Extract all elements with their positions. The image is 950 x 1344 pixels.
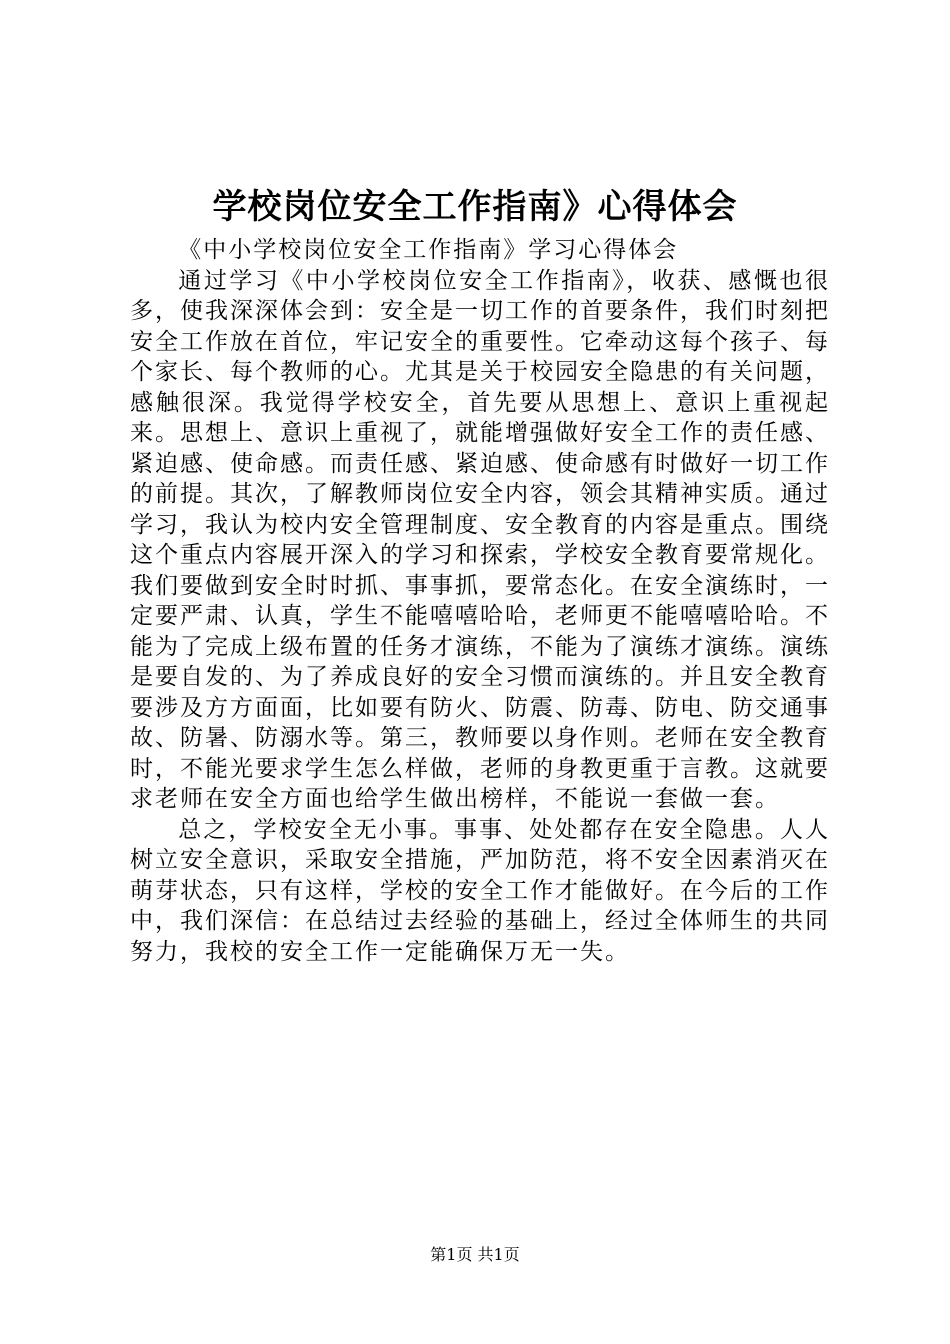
document-title: 学校岗位安全工作指南》心得体会 xyxy=(212,187,738,227)
body-paragraph-2: 总之，学校安全无小事。事事、处处都存在安全隐患。人人树立安全意识，采取安全措施，严加防范，将不安全因素消灭在萌芽状态，只有这样，学校的安全工作才能做好。在今后的工作中，我们深信：在总结过去经验的基础上，经过全体师生的共同努力，我校的安全工作一定能确保万无一失。 xyxy=(130,816,830,965)
document-body xyxy=(130,235,830,967)
document-subtitle: 《中小学校岗位安全工作指南》学习心得体会 xyxy=(178,237,679,263)
page-footer: 第1页 共1页 xyxy=(430,1245,520,1264)
body-paragraph-1: 通过学习《中小学校岗位安全工作指南》，收获、感慨也很多，使我深深体会到：安全是一切工作的首要条件，我们时刻把安全工作放在首位，牢记安全的重要性。它牵动这每个孩子、每个家长、每个教师的心。尤其是关于校园安全隐患的有关问题，感触很深。我觉得学校安全，首先要从思想上、意识上重视起来。思想上、意识上重视了，就能增强做好安全工作的责任感、紧迫感、使命感。而责任感、紧迫感、使命感有时做好一切工作的前提。其次，了解教师岗位安全内容，领会其精神实质。通过学习，我认为校内安全管理制度、安全教育的内容是重点。围绕这个重点内容展开深入的学习和探索，学校安全教育要常规化。我们要做到安全时时抓、事事抓，要常态化。在安全演练时，一定要严肃、认真，学生不能嘻嘻哈哈，老师更不能嘻嘻哈哈。不能为了完成上级布置的任务才演练，不能为了演练才演练。演练是要自发的、为了养成良好的安全习惯而演练的。并且安全教育要涉及方方面面，比如要有防火、防震、防毒、防电、防交通事故、防暑、防溺水等。第三，教师要以身作则。老师在安全教育时，不能光要求学生怎么样做，老师的身教更重于言教。这就要求老师在安全方面也给学生做出榜样，不能说一套做一套。 xyxy=(130,267,830,812)
